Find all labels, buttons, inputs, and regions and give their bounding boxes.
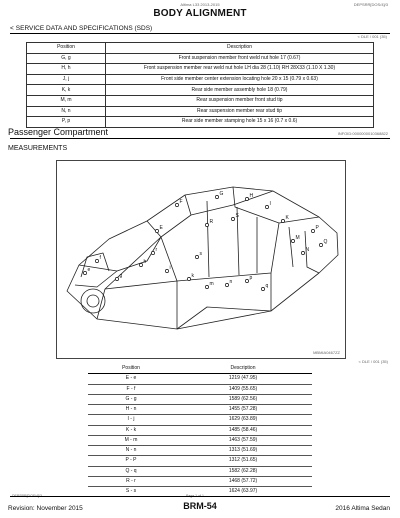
sds-table-row bbox=[27, 64, 374, 75]
description-cell: 1463 (57.59) bbox=[174, 435, 312, 445]
measurement-point-label: f bbox=[99, 255, 101, 261]
description-cell: 1468 (57.72) bbox=[174, 476, 312, 486]
measurement-point-label: h bbox=[143, 259, 147, 265]
sds-col-description: Description bbox=[106, 43, 374, 54]
measurement-point-marker bbox=[215, 195, 218, 198]
measurement-row bbox=[88, 374, 312, 384]
sds-table-row bbox=[27, 74, 374, 85]
description-cell: 1582 (62.28) bbox=[174, 466, 312, 476]
measurement-point-marker bbox=[115, 277, 118, 280]
measurement-point-marker bbox=[261, 287, 264, 290]
measurement-point-label: H bbox=[249, 193, 254, 199]
meas-col-position: Position bbox=[88, 364, 174, 374]
measurement-point-label: G bbox=[219, 191, 224, 197]
description-cell: 1312 (51.65) bbox=[174, 456, 312, 466]
measurement-point-marker bbox=[95, 259, 98, 262]
measurement-point-label: n bbox=[229, 279, 233, 285]
header-model-line: Altima L33 2013-2015 bbox=[180, 2, 220, 7]
position-cell: Q - q bbox=[88, 466, 174, 476]
description-cell: 1219 (47.95) bbox=[174, 374, 312, 384]
measurement-point-label: q bbox=[265, 283, 269, 289]
measurement-row bbox=[88, 476, 312, 486]
measurement-point-marker bbox=[205, 223, 208, 226]
position-cell: R - r bbox=[88, 476, 174, 486]
measurement-point-label: Q bbox=[323, 239, 328, 245]
measurement-row bbox=[88, 435, 312, 445]
measurements-ref-code: < DLE / 001 (35) bbox=[358, 359, 388, 364]
measurement-row bbox=[88, 456, 312, 466]
measurements-label: MEASUREMENTS bbox=[8, 145, 68, 152]
measurement-point-label: K bbox=[285, 215, 289, 221]
meas-col-description: Description bbox=[174, 364, 312, 374]
section-arrow-icon: < bbox=[10, 25, 14, 32]
measurements-table bbox=[88, 364, 312, 497]
sds-col-position: Position bbox=[27, 43, 106, 54]
measurement-point-marker bbox=[205, 285, 208, 288]
measurement-point-label: N bbox=[305, 247, 310, 253]
measurement-point-marker bbox=[151, 251, 154, 254]
description-cell: Front suspension member rear weld nut hole LH dia 28 (1.10) RH 28X33 (1.10 X 1.30) bbox=[106, 64, 374, 75]
measurement-point-label: r bbox=[155, 247, 158, 253]
position-cell: E - e bbox=[88, 374, 174, 384]
description-cell: Rear side member stamping hole 15 x 16 (0.7 x 0.6) bbox=[106, 117, 374, 128]
position-cell: G - g bbox=[88, 394, 174, 404]
footer-page-of: Page 1 of 1 bbox=[186, 494, 204, 498]
measurement-point-label: k bbox=[191, 273, 194, 279]
measurement-point-marker bbox=[83, 271, 86, 274]
sds-table-row bbox=[27, 53, 374, 64]
measurement-point-marker bbox=[165, 269, 168, 272]
body-frame-illustration bbox=[56, 160, 346, 359]
measurement-point-label: m bbox=[209, 281, 214, 287]
footer-model: 2016 Altima Sedan bbox=[335, 505, 390, 512]
measurement-point-marker bbox=[175, 203, 178, 206]
description-cell: 1624 (63.97) bbox=[174, 487, 312, 497]
measurement-point-label: p bbox=[249, 275, 253, 281]
measurement-point-marker bbox=[195, 255, 198, 258]
description-cell: 1629 (63.89) bbox=[174, 415, 312, 425]
measurement-point-marker bbox=[265, 205, 268, 208]
position-cell: F - f bbox=[88, 384, 174, 394]
position-cell: N, n bbox=[27, 106, 106, 117]
description-cell: 1485 (58.46) bbox=[174, 425, 312, 435]
position-cell: H, h bbox=[27, 64, 106, 75]
position-cell: S - s bbox=[88, 487, 174, 497]
footer-revision: Revision: November 2015 bbox=[8, 505, 83, 512]
measurement-row bbox=[88, 425, 312, 435]
measurement-point-marker bbox=[291, 239, 294, 242]
footer-page-number: BRM-54 bbox=[183, 501, 217, 511]
measurement-row bbox=[88, 405, 312, 415]
sds-table-row bbox=[27, 106, 374, 117]
sds-table-row bbox=[27, 85, 374, 96]
description-cell: Rear suspension member rear stud tip bbox=[106, 106, 374, 117]
measurement-point-marker bbox=[139, 263, 142, 266]
measurement-point-label: s bbox=[199, 251, 202, 257]
measurement-point-marker bbox=[311, 229, 314, 232]
measurement-row bbox=[88, 394, 312, 404]
description-cell: Front suspension member front weld nut hole 17 (0.67) bbox=[106, 53, 374, 64]
passenger-ref-code: INFOID:0000000010368822 bbox=[337, 131, 388, 136]
measurement-row bbox=[88, 446, 312, 456]
description-cell: 1409 (55.65) bbox=[174, 384, 312, 394]
measurement-point-label: g bbox=[119, 273, 123, 279]
figure-id: MBMIA0467ZZ bbox=[313, 350, 340, 355]
measurement-point-label: I bbox=[269, 201, 271, 207]
position-cell: M - m bbox=[88, 435, 174, 445]
position-cell: K - k bbox=[88, 425, 174, 435]
position-cell: H - n bbox=[88, 405, 174, 415]
page-title: BODY ALIGNMENT bbox=[153, 8, 247, 19]
measurement-point-label: F bbox=[179, 199, 183, 205]
position-cell: M, m bbox=[27, 95, 106, 106]
measurement-point-marker bbox=[281, 219, 284, 222]
position-cell: P, p bbox=[27, 117, 106, 128]
section-divider bbox=[10, 33, 390, 34]
measurement-point-marker bbox=[245, 279, 248, 282]
measurement-point-label: P bbox=[315, 225, 319, 231]
sds-table bbox=[26, 42, 374, 128]
position-cell: N - n bbox=[88, 446, 174, 456]
measurement-point-label: M bbox=[295, 235, 300, 241]
position-cell: J, j bbox=[27, 74, 106, 85]
measurement-point-marker bbox=[155, 229, 158, 232]
description-cell: 1455 (57.28) bbox=[174, 405, 312, 415]
measurement-row bbox=[88, 415, 312, 425]
measurement-point-label: e bbox=[87, 267, 91, 273]
footer-doc-code: DEPSRR[DOS/4]/3 bbox=[12, 494, 42, 498]
position-cell: P - P bbox=[88, 456, 174, 466]
measurement-point-label: E bbox=[159, 225, 163, 231]
measurement-point-label: i bbox=[169, 265, 171, 271]
footer-divider bbox=[10, 496, 390, 497]
car-body-wireframe bbox=[57, 161, 345, 358]
measurement-point-marker bbox=[225, 283, 228, 286]
description-cell: Rear suspension member front stud tip bbox=[106, 95, 374, 106]
measurement-point-marker bbox=[319, 243, 322, 246]
sds-ref-code: < DLE / 001 (35) bbox=[357, 34, 387, 39]
measurement-row bbox=[88, 384, 312, 394]
description-cell: 1313 (51.69) bbox=[174, 446, 312, 456]
measurement-point-marker bbox=[187, 277, 190, 280]
position-cell: I - j bbox=[88, 415, 174, 425]
description-cell: Front side member center extension locating hole 20 x 15 (0.79 x 0.63) bbox=[106, 74, 374, 85]
section-divider bbox=[10, 138, 390, 139]
position-cell: G, g bbox=[27, 53, 106, 64]
sds-heading bbox=[10, 25, 152, 32]
sds-table-row bbox=[27, 117, 374, 128]
description-cell: 1589 (62.56) bbox=[174, 394, 312, 404]
sds-table-row bbox=[27, 95, 374, 106]
sds-heading-text: SERVICE DATA AND SPECIFICATIONS (SDS) bbox=[15, 25, 153, 32]
description-cell: Rear side member assembly hole 18 (0.79) bbox=[106, 85, 374, 96]
passenger-compartment-title: Passenger Compartment bbox=[8, 127, 109, 137]
header-page-code: DEPSRR[DOS/4]/3 bbox=[353, 2, 388, 7]
measurement-row bbox=[88, 466, 312, 476]
measurement-point-marker bbox=[245, 197, 248, 200]
position-cell: K, k bbox=[27, 85, 106, 96]
measurement-point-label: R bbox=[209, 219, 214, 225]
measurement-point-marker bbox=[231, 217, 234, 220]
measurement-point-marker bbox=[301, 251, 304, 254]
measurement-point-label: S bbox=[235, 213, 239, 219]
